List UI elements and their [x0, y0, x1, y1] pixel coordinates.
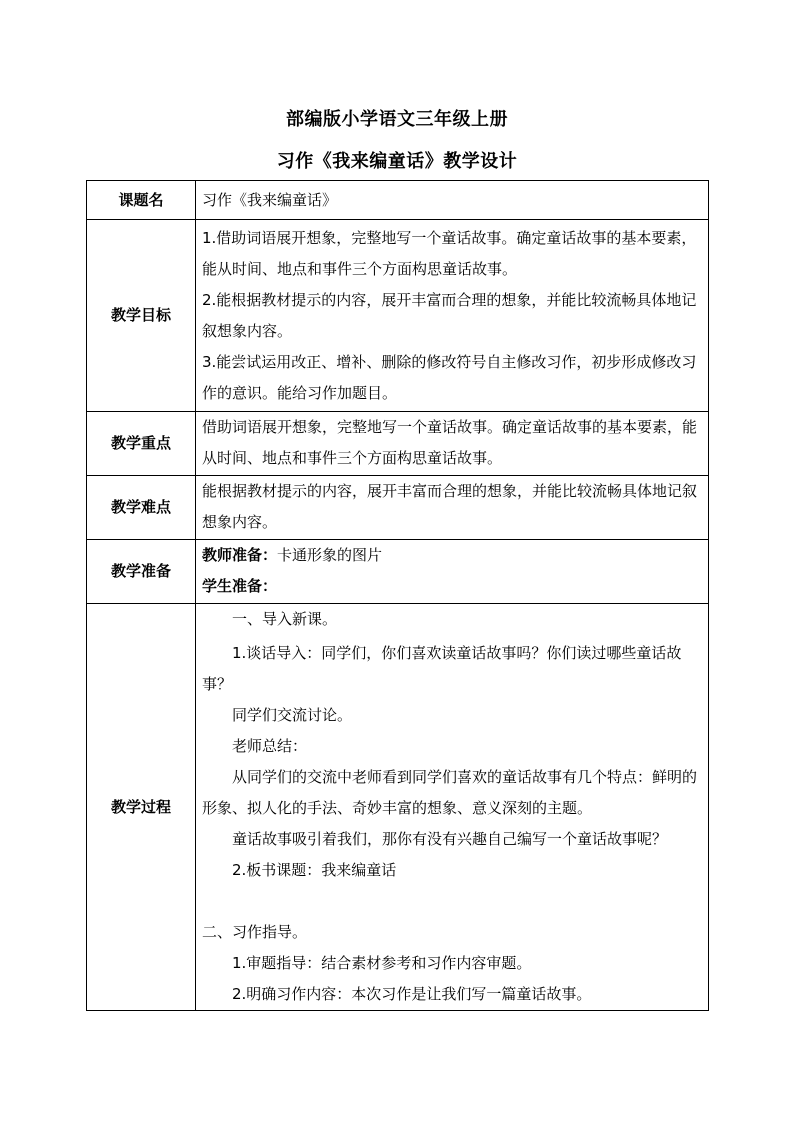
teacher-prep-label: 教师准备：: [202, 546, 278, 564]
value-goals: [196, 220, 709, 412]
label-prep: 教学准备: [87, 540, 196, 604]
value-process: [196, 604, 709, 1011]
process-line: 一、导入新课。: [232, 610, 338, 628]
blank-line: [202, 886, 702, 917]
document-title: 部编版小学语文三年级上册: [286, 109, 508, 130]
value-topic: 习作《我来编童话》: [196, 181, 709, 220]
process-line: 童话故事吸引着我们，那你有没有兴趣自己编写一个童话故事呢？: [232, 830, 668, 848]
process-line: 同学们交流讨论。: [232, 706, 353, 724]
student-prep-label: 学生准备：: [202, 577, 278, 595]
value-key: 借助词语展开想象，完整地写一个童话故事。确定童话故事的基本要素，能从时间、地点和事件三个方面构思童话故事。: [196, 412, 709, 476]
document-subtitle: 习作《我来编童话》教学设计: [276, 151, 518, 172]
teacher-prep-value: 卡通形象的图片: [277, 546, 383, 564]
table-row-key: [87, 412, 709, 476]
process-line: 老师总结：: [232, 737, 308, 755]
process-line: 1.谈话导入：同学们，你们喜欢读童话故事吗？你们读过哪些童话故事？: [202, 644, 682, 693]
value-difficulty: 能根据教材提示的内容，展开丰富而合理的想象，并能比较流畅具体地记叙想象内容。: [196, 476, 709, 540]
value-prep: [196, 540, 709, 604]
label-topic: 课题名: [87, 181, 196, 220]
goal-item-3: 3.能尝试运用改正、增补、删除的修改符号自主修改习作，初步形成修改习作的意识。能给习作加题目。: [202, 353, 697, 402]
process-line: 2.板书课题：我来编童话: [232, 861, 397, 879]
table-row-topic: [87, 181, 709, 220]
lesson-plan-table: [86, 180, 709, 1011]
process-line: 1.审题指导：结合素材参考和习作内容审题。: [232, 954, 532, 972]
process-line: 从同学们的交流中老师看到同学们喜欢的童话故事有几个特点：鲜明的形象、拟人化的手法、奇妙丰富的想象、意义深刻的主题。: [202, 768, 698, 817]
label-key: 教学重点: [87, 412, 196, 476]
label-process: 教学过程: [87, 604, 196, 1011]
goal-item-2: 2.能根据教材提示的内容，展开丰富而合理的想象，并能比较流畅具体地记叙想象内容。: [202, 291, 697, 340]
table-row-goals: [87, 220, 709, 412]
process-line: 二、习作指导。: [202, 923, 308, 941]
table-row-difficulty: [87, 476, 709, 540]
label-goals: 教学目标: [87, 220, 196, 412]
process-line: 2.明确习作内容：本次习作是让我们写一篇童话故事。: [232, 985, 592, 1003]
label-difficulty: 教学难点: [87, 476, 196, 540]
teacher-prep: [202, 540, 702, 571]
table-row-prep: [87, 540, 709, 604]
goal-item-1: 1.借助词语展开想象，完整地写一个童话故事。确定童话故事的基本要素，能从时间、地点和事件三个方面构思童话故事。: [202, 229, 697, 278]
table-row-process: [87, 604, 709, 1011]
